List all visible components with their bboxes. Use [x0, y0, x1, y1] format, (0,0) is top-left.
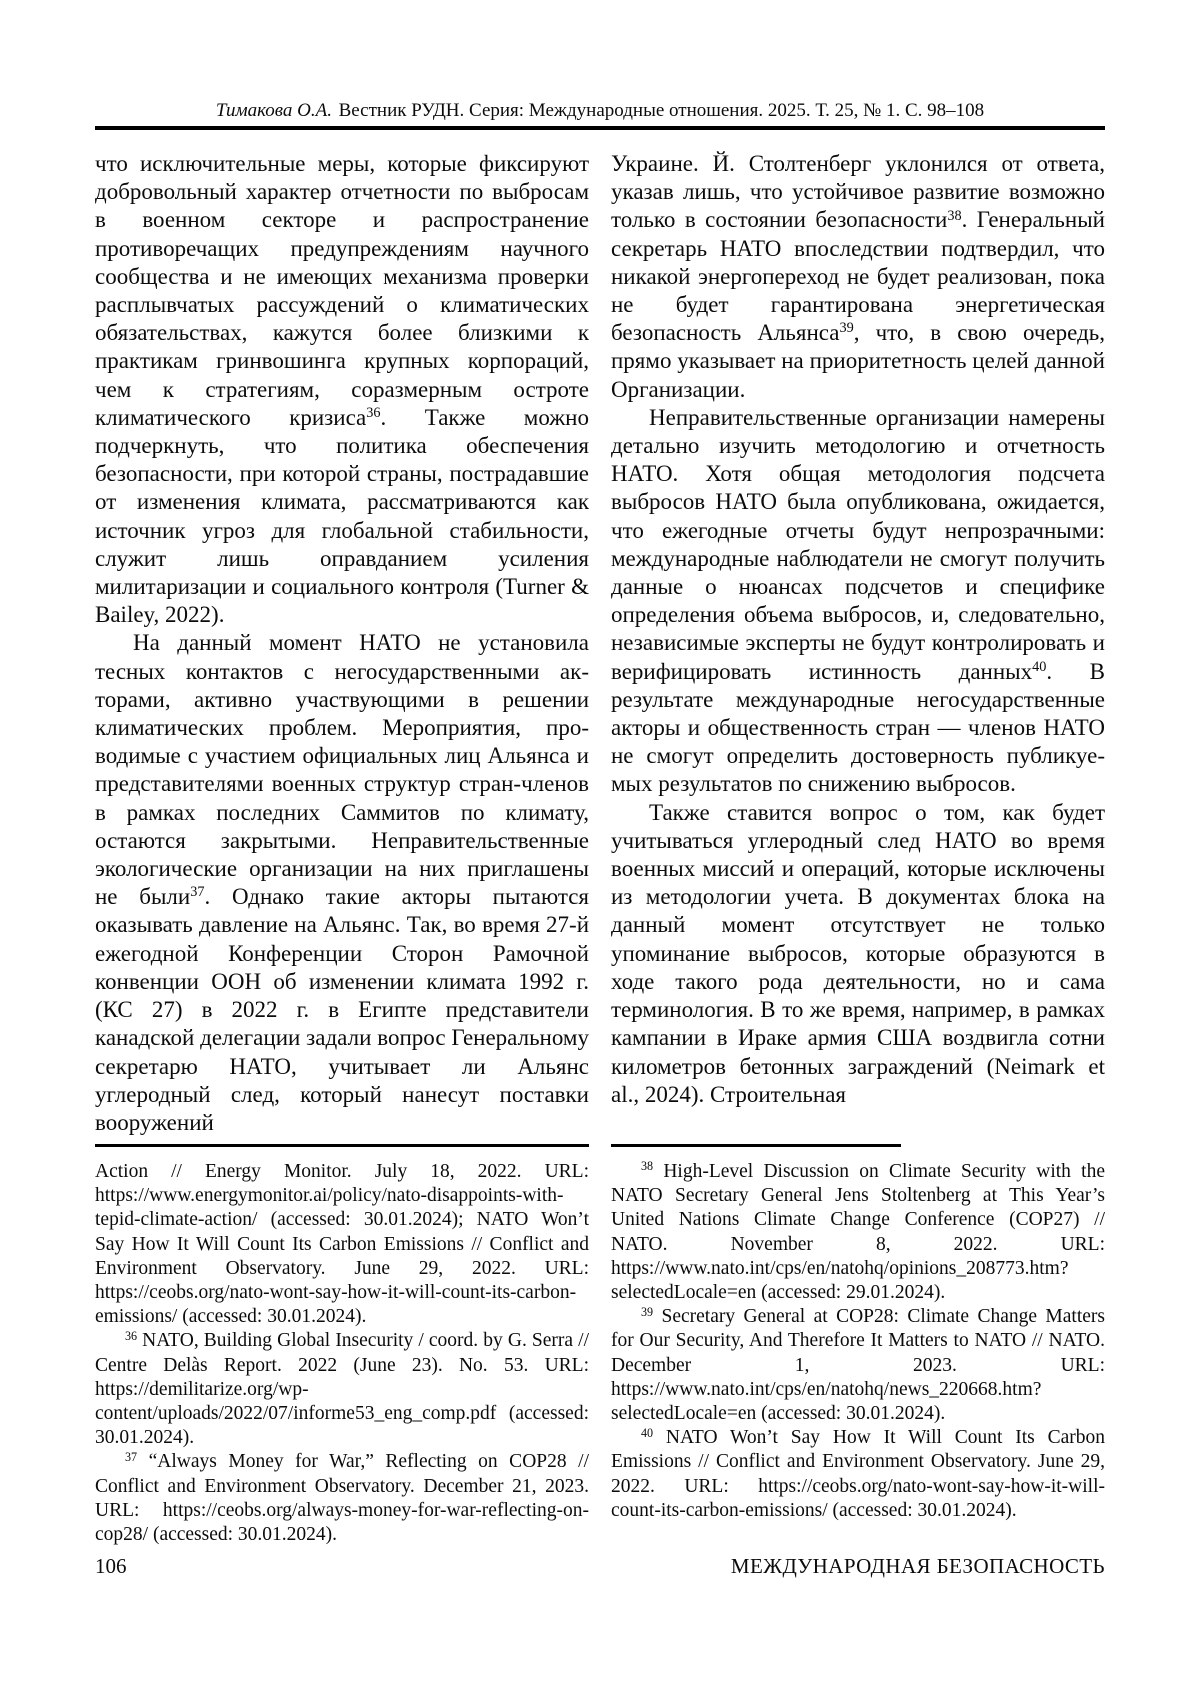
footnote-number: 40: [1032, 658, 1047, 675]
body-paragraph: что исключительные меры, которые фиксируют добровольный характер отчетности по выбросам в военном секторе и распространение противоречащих предупреждениям научного сообщества и не имеющих механизма проверки расплывчатых рассуждений о климатических обязательствах, кажутся более близкими к практикам гринвошинга крупных корпораций, чем к стратегиям, соразмерным остроте климатического кризиса$^{36}$. Также можно подчеркнуть, что политика обеспечения безопасности, при которой страны, пострадавшие от изменения климата, рассматриваются как источник угроз для глобальной стабильности, служит лишь оправданием усиления милитаризации и социального контроля (Turner & Bailey, 2022).: [95, 151, 589, 628]
body-paragraph: Украине. Й. Столтенберг уклонился от ответа, указав лишь, что устойчивое развитие возможно только в состоянии безопасности$^{38}$. Генеральный секретарь НАТО впоследствии подтвердил, что никакой энергопереход не будет реализован, пока не будет гарантирована энергетическая безопасность Альянса$^{39}$, что, в свою очередь, прямо указывает на приоритетность целей данной Организации.: [611, 151, 1105, 402]
footnote-number: 36: [366, 405, 381, 421]
right-footnotes: [611, 1144, 1105, 1523]
footnote: $^{39}$ Secretary General at COP28: Climate Change Matters for Our Security, And Therefore It Matters to NATO // NATO. December 1, 2023. URL: https://www.nato.int/cps/en/natohq/news_220668.htm?selectedLocale=en (accessed: 30.01.2024).: [611, 1304, 1105, 1425]
header-rule: [95, 126, 1105, 130]
running-head-author: Тимакова О.А.: [215, 100, 332, 121]
footnote-number: 37: [125, 1449, 138, 1464]
running-head: [95, 100, 1105, 122]
body-paragraph: На данный момент НАТО не установила тесных контактов с негосударственными акторами, активно участвующими в решении климатических проблем. Мероприятия, проводимые с участием официальных лиц Альянса и представителями военных структур стран-членов в рамках последних Саммитов по климату, остаются закрытыми. Неправительственные экологические организации на них приглашены не были$^{37}$. Однако такие акторы пытаются оказывать давление на Альянс. Так, во время 27-й ежегодной Конференции Сторон Рамочной конвенции ООН об изменении климата 1992 г. (КС 27) в 2022 г. в Египте представители канадской делегации задали вопрос Генеральному секретарю НАТО, учитывает ли Альянс углеродный след, который нанесут поставки вооружений: [95, 630, 589, 1135]
footnote: $^{38}$ High-Level Discussion on Climate Security with the NATO Secretary General Jens Stoltenberg at This Year’s United Nations Climate Change Conference (COP27) // NATO. November 8, 2022. URL: https://www.nato.int/cps/en/natohq/opinions_208773.htm?selectedLocale=en (accessed: 29.01.2024).: [611, 1159, 1105, 1304]
page-footer: [95, 1554, 1105, 1579]
text-columns: [95, 150, 1105, 1140]
left-column-text: [95, 150, 589, 1140]
footnote-number: 38: [947, 207, 962, 224]
footnote-number: 38: [641, 1159, 654, 1174]
footnote-number: 40: [641, 1425, 654, 1440]
left-footnotes: [95, 1144, 589, 1547]
footnote: $^{36}$ NATO, Building Global Insecurity / coord. by G. Serra // Centre Delàs Report. 2022 (June 23). No. 53. URL: https://demilitarize.org/wp-content/uploads/2022/07/informe53_eng_comp.pdf (accessed: 30.01.2024).: [95, 1328, 589, 1449]
footnote-number: 39: [641, 1304, 654, 1319]
running-head-source: Вестник РУДН. Серия: Международные отношения. 2025. Т. 25, № 1. С. 98–108: [338, 100, 985, 121]
footnote: Action // Energy Monitor. July 18, 2022. URL: https://www.energymonitor.ai/policy/nato-disappoints-with-tepid-climate-action/ (accessed: 30.01.2024); NATO Won’t Say How It Will Count Its Carbon Emissions // Conflict and Environment Observatory. June 29, 2022. URL: https://ceobs.org/nato-wont-say-how-it-will-count-its-carbon-emissions/ (accessed: 30.01.2024).: [95, 1161, 589, 1328]
page-number: 106: [95, 1554, 127, 1578]
footnote: $^{40}$ NATO Won’t Say How It Will Count Its Carbon Emissions // Conflict and Environment Observatory. June 29, 2022. URL: https://ceobs.org/nato-wont-say-how-it-will-count-its-carbon-emissions/ (accessed: 30.01.2024).: [611, 1425, 1105, 1521]
body-paragraph: Неправительственные организации намерены детально изучить методологию и отчетность НАТО. Хотя общая методология подсчета выбросов НАТО была опубликована, ожидается, что ежегодные отчеты будут непрозрачными: международные наблюдатели не смогут получить данные о нюансах подсчетов и специфике определения объема выбросов, и, следовательно, независимые эксперты не будут контролировать и верифицировать истинность данных$^{40}$. В результате международные негосударственные акторы и общественность стран — членов НАТО не смогут определить достоверность публикуемых результатов по снижению выбросов.: [611, 404, 1105, 797]
footnote-number: 37: [190, 884, 205, 901]
right-footnotes-list: [611, 1160, 1105, 1523]
footnote-separator-left: [95, 1144, 589, 1147]
left-footnotes-list: [95, 1160, 589, 1547]
footnote-separator-right: [611, 1144, 901, 1147]
footnote-number: 36: [125, 1328, 138, 1343]
right-column-text: [611, 150, 1105, 1140]
footnote: $^{37}$ “Always Money for War,” Reflecting on COP28 // Conflict and Environment Observatory. December 21, 2023. URL: https://ceobs.org/always-money-for-war-reflecting-on-cop28/ (accessed: 30.01.2024).: [95, 1449, 589, 1546]
body-paragraph: Также ставится вопрос о том, как будет учитываться углеродный след НАТО во время военных миссий и операций, которые исключены из методологии учета. В документах блока на данный момент отсутствует не только упоминание выбросов, которые образуются в ходе такого рода деятельности, но и сама терминология. В то же время, например, в рамках кампании в Ираке армия США воздвигла сотни километров бетонных заграждений (Neimark et al., 2024). Строительная: [611, 799, 1105, 1107]
footnote-number: 39: [839, 320, 854, 337]
footer-section-title: МЕЖДУНАРОДНАЯ БЕЗОПАСНОСТЬ: [730, 1554, 1105, 1578]
